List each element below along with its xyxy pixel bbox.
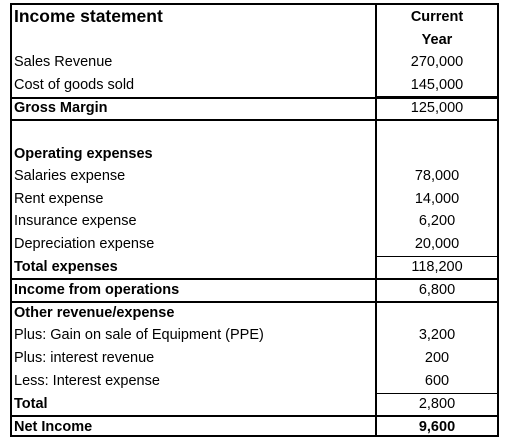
row-label-other-revenue-expense: Other revenue/expense xyxy=(14,305,175,321)
row-label-net-income: Net Income xyxy=(14,419,93,435)
row-label-gain-on-sale: Plus: Gain on sale of Equipment (PPE) xyxy=(14,327,264,343)
table-row xyxy=(12,99,497,117)
table-row xyxy=(12,212,497,230)
table-row xyxy=(12,258,497,276)
table-row xyxy=(12,281,497,299)
row-value-cogs: 145,000 xyxy=(410,77,464,93)
row-label-total-expenses: Total expenses xyxy=(14,259,118,275)
row-label-salaries: Salaries expense xyxy=(14,168,126,184)
rule-below-income-ops xyxy=(12,301,497,303)
rule-below-gross-margin xyxy=(12,119,497,121)
table-row xyxy=(12,76,497,94)
row-value-interest-revenue: 200 xyxy=(424,350,450,366)
row-label-rent: Rent expense xyxy=(14,191,104,207)
row-label-cogs: Cost of goods sold xyxy=(14,77,135,93)
rule-above-other-total xyxy=(377,393,497,394)
table-row xyxy=(12,145,497,163)
column-header-current: Current xyxy=(410,9,464,25)
table-row xyxy=(12,326,497,344)
table-row xyxy=(12,235,497,253)
row-label-income-from-operations: Income from operations xyxy=(14,282,180,298)
row-value-net-income: 9,600 xyxy=(418,419,456,435)
row-value-gain-on-sale: 3,200 xyxy=(418,327,456,343)
row-value-income-from-operations: 6,800 xyxy=(418,282,456,298)
row-value-interest-expense: 600 xyxy=(424,373,450,389)
row-label-interest-revenue: Plus: interest revenue xyxy=(14,350,155,366)
table-row xyxy=(12,349,497,367)
row-value-depreciation: 20,000 xyxy=(414,236,460,252)
column-header-year: Year xyxy=(421,32,453,48)
row-value-total-expenses: 118,200 xyxy=(411,259,463,275)
row-label-gross-margin: Gross Margin xyxy=(14,100,108,116)
row-value-salaries: 78,000 xyxy=(414,168,460,184)
table-row xyxy=(12,395,497,413)
table-row xyxy=(12,190,497,208)
rule-below-total-expenses xyxy=(12,278,497,280)
table-row xyxy=(12,53,497,71)
row-label-operating-expenses: Operating expenses xyxy=(14,146,153,162)
row-label-other-total: Total xyxy=(14,396,48,412)
rule-above-total-expenses xyxy=(377,256,497,257)
row-label-sales-revenue: Sales Revenue xyxy=(14,54,113,70)
row-value-rent: 14,000 xyxy=(414,191,460,207)
table-row xyxy=(12,167,497,185)
rule-below-other-total xyxy=(12,415,497,417)
row-value-gross-margin: 125,000 xyxy=(410,100,464,116)
row-value-insurance: 6,200 xyxy=(418,213,456,229)
row-label-depreciation: Depreciation expense xyxy=(14,236,155,252)
row-label-interest-expense: Less: Interest expense xyxy=(14,373,160,389)
table-row xyxy=(12,418,497,436)
table-row xyxy=(12,372,497,390)
row-value-sales-revenue: 270,000 xyxy=(410,54,464,70)
row-value-other-total: 2,800 xyxy=(418,396,456,412)
row-label-insurance: Insurance expense xyxy=(14,213,137,229)
statement-title: Income statement xyxy=(14,6,163,26)
table-row xyxy=(12,304,497,322)
